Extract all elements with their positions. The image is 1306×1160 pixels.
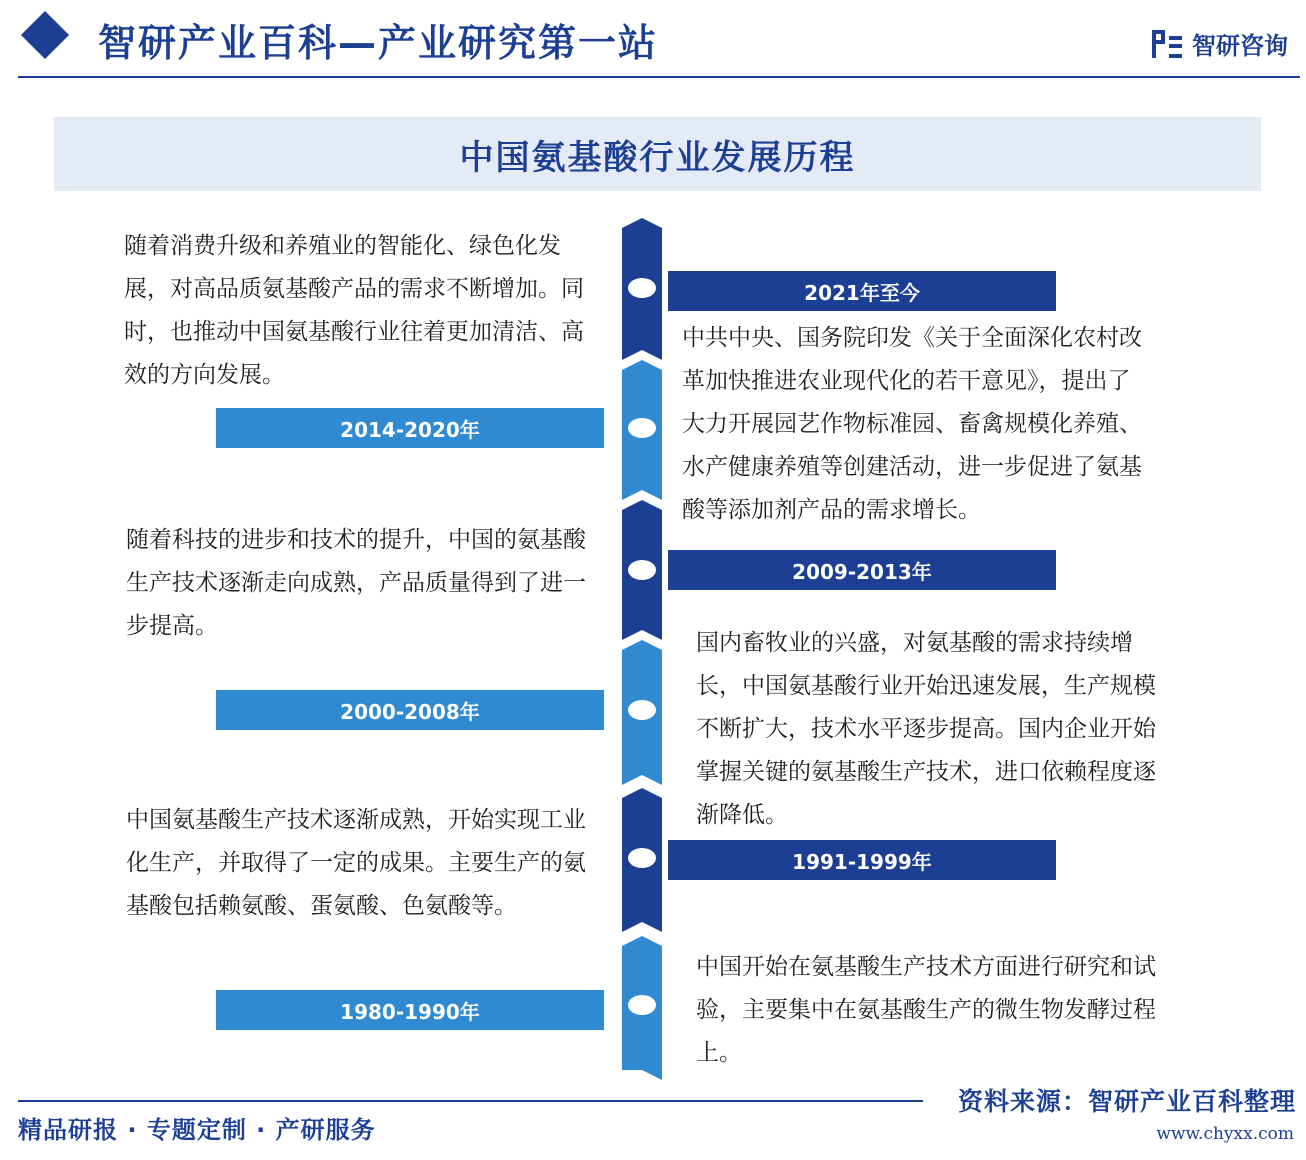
timeline-dot: [628, 848, 656, 868]
timeline-dot: [628, 418, 656, 438]
footer-divider: [18, 1100, 923, 1102]
period-tag-2000-2008: 2000-2008年: [216, 690, 604, 730]
chart-title: 中国氨基酸行业发展历程: [459, 137, 856, 178]
timeline-dot: [628, 560, 656, 580]
timeline-dot: [628, 700, 656, 720]
period-description-2000-2008: 随着科技的进步和技术的提升，中国的氨基酸生产技术逐渐走向成熟，产品质量得到了进一步提高。: [126, 527, 586, 639]
header-divider: [18, 76, 1300, 78]
period-tag-1991-1999: 1991-1999年: [668, 840, 1056, 880]
source-note: 资料来源：智研产业百科整理: [957, 1087, 1296, 1116]
period-tag-2014-2020: 2014-2020年: [216, 408, 604, 448]
title-banner: [54, 117, 1261, 191]
brand-name: 智研咨询: [1192, 32, 1288, 60]
period-tag-2009-2013: 2009-2013年: [668, 550, 1056, 590]
period-description-2014-2020: 随着消费升级和养殖业的智能化、绿色化发展，对高品质氨基酸产品的需求不断增加。同时，也推动中国氨基酸行业往着更加清洁、高效的方向发展。: [124, 233, 584, 388]
period-description-2021-present: 中共中央、国务院印发《关于全面深化农村改革加快推进农业现代化的若干意见》，提出了大力开展园艺作物标准园、畜禽规模化养殖、水产健康养殖等创建活动，进一步促进了氨基酸等添加剂产品的需求增长。: [682, 325, 1142, 523]
brand-logo-icon: [1152, 30, 1182, 58]
website-url: www.chyxx.com: [1156, 1124, 1294, 1144]
footer-tagline: 精品研报 · 专题定制 · 产研服务: [18, 1116, 376, 1144]
header-diamond-icon: [21, 11, 69, 59]
header-logo: [1152, 26, 1288, 61]
period-description-2009-2013: 国内畜牧业的兴盛，对氨基酸的需求持续增长，中国氨基酸行业开始迅速发展，生产规模不断扩大，技术水平逐步提高。国内企业开始掌握关键的氨基酸生产技术，进口依赖程度逐渐降低。: [696, 630, 1156, 828]
period-description-1980-1990: 中国开始在氨基酸生产技术方面进行研究和试验，主要集中在氨基酸生产的微生物发酵过程上。: [696, 954, 1156, 1066]
header-title: 智研产业百科—产业研究第一站: [98, 21, 659, 65]
timeline-dot: [628, 995, 656, 1015]
period-description-1991-1999: 中国氨基酸生产技术逐渐成熟，开始实现工业化生产，并取得了一定的成果。主要生产的氨基酸包括赖氨酸、蛋氨酸、色氨酸等。: [126, 807, 586, 919]
timeline-dot: [628, 278, 656, 298]
period-tag-2021-present: 2021年至今: [668, 271, 1056, 311]
period-tag-1980-1990: 1980-1990年: [216, 990, 604, 1030]
